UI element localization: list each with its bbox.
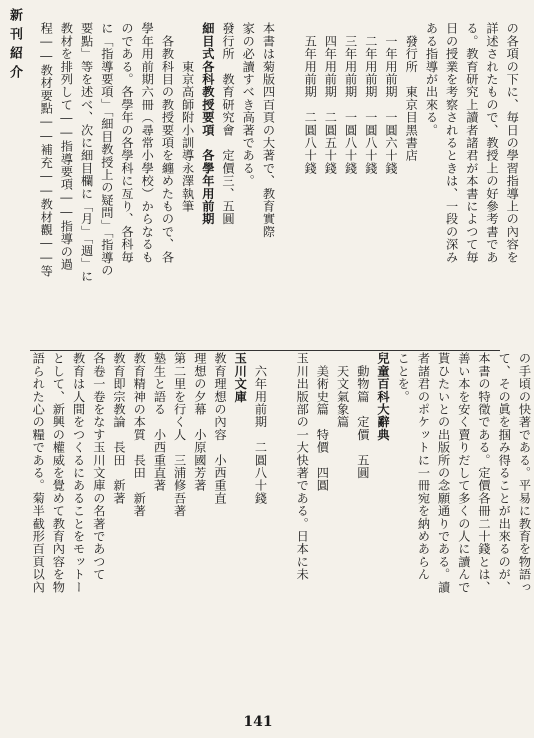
text-line: 程――教材要點――補充――教材觀――等 [39, 22, 54, 278]
top-left-column [300, 22, 522, 352]
text-line: 第二里を行く人 三浦修吾著 [172, 352, 187, 518]
text-line: 本書の特徵である。定價各冊二十錢とは、 [477, 352, 492, 594]
text-line: 語られた心の糧である。菊半截形百頁以內 [31, 352, 46, 594]
text-line: 教育精神の本質 長田 新著 [132, 352, 147, 518]
text-line: 善い本を安く賣りだして多くの人に讀んで [456, 352, 471, 594]
text-line: 細目式各科教授要項 各學年用前期 [200, 22, 215, 226]
text-line: 四年用前期 二圓五十錢 [323, 22, 338, 175]
bottom-right-column [28, 352, 270, 697]
text-line: 者諸君のポケットに一冊宛を納めあらん [416, 352, 431, 581]
text-line: として、新興の權威を覺めて教育內容を物 [51, 352, 66, 594]
text-line: て、その眞を掴み得ることが出來るのが、 [497, 352, 512, 594]
text-line: に「指導要項」「細目教授上の疑問」「指導の [99, 22, 114, 277]
text-line: 教育は人間をつくるにあることをモットー [71, 352, 86, 594]
text-line: 教育理想の內容 小西重直 [213, 352, 228, 505]
section-divider [30, 350, 500, 351]
text-line: 日の授業を考察されるときは、一段の深み [444, 22, 459, 264]
text-line: 玉川文庫 [233, 352, 248, 403]
text-line: 天文氣象篇 [335, 352, 350, 479]
text-line: 各卷一卷をなす玉川文庫の名著であつて [91, 352, 106, 581]
text-line: の手頃の快著である。平易に教育を物語っ [517, 352, 532, 594]
text-line: 二年用前期 一圓八十錢 [363, 22, 378, 175]
text-line: 三年用前期 一圓八十錢 [343, 22, 358, 175]
text-line: の各項の下に、毎日の學習指導上の內容を [505, 22, 520, 264]
text-line: 學年用前期六冊（尋常小學校）からなるも [140, 22, 155, 264]
text-line: る。教育研究上讀者諸君が本書によつて毎 [464, 22, 479, 264]
page-header: 新刊紹介 [7, 8, 22, 84]
top-right-column [36, 22, 278, 352]
text-line: 家の必讀すべき高著である。 [241, 22, 256, 188]
text-line: 理想の夕幕 小原國芳著 [192, 352, 207, 492]
text-line: 塾生と語る 小西重直著 [152, 352, 167, 492]
text-line: ある指導が出來る。 [424, 22, 439, 137]
text-line: ことを。 [396, 352, 411, 403]
text-line: のである。各學年の各學科に亙り、各科毎 [120, 22, 135, 264]
text-line: 教育即宗教論 長田 新著 [112, 352, 127, 505]
bottom-left-column [292, 352, 534, 697]
text-line: 一年用前期 一圓六十錢 [384, 22, 399, 175]
text-line: 發行所 教育研究會 定價三、五圓 [221, 22, 236, 226]
text-line: 動物篇 定價 五圓 [355, 352, 370, 479]
text-line: 兒童百科大辭典 [376, 352, 391, 441]
text-line: 六年用前期 二圓八十錢 [253, 352, 268, 505]
text-line: 發行所 東京目黑書店 [404, 22, 419, 162]
page-number: 141 [243, 714, 273, 730]
text-line: 本書は菊版四百頁の大著で、教育實際 [261, 22, 276, 238]
text-line: 東京高師附小訓導永澤執筆 [180, 22, 195, 213]
text-line: 詳述されたもので、教授上の好參考書であ [485, 22, 500, 264]
text-line: 各教科目の教授要項を纏めたもので、各 [160, 22, 175, 264]
text-line: 美術史篇 特價 四圓 [315, 352, 330, 492]
text-line: 教材を排列して――指導要項――指導の過 [59, 22, 74, 271]
text-line: 貰ひたいとの出版所の念願通りである。讀 [436, 352, 451, 594]
text-line: 五年用前期 二圓八十錢 [303, 22, 318, 175]
text-line: 要點」等を述べ、次に細目欄に「月」「週」に [79, 22, 94, 283]
text-line: 玉川出版部の一大快著である。日本に未 [295, 352, 310, 581]
